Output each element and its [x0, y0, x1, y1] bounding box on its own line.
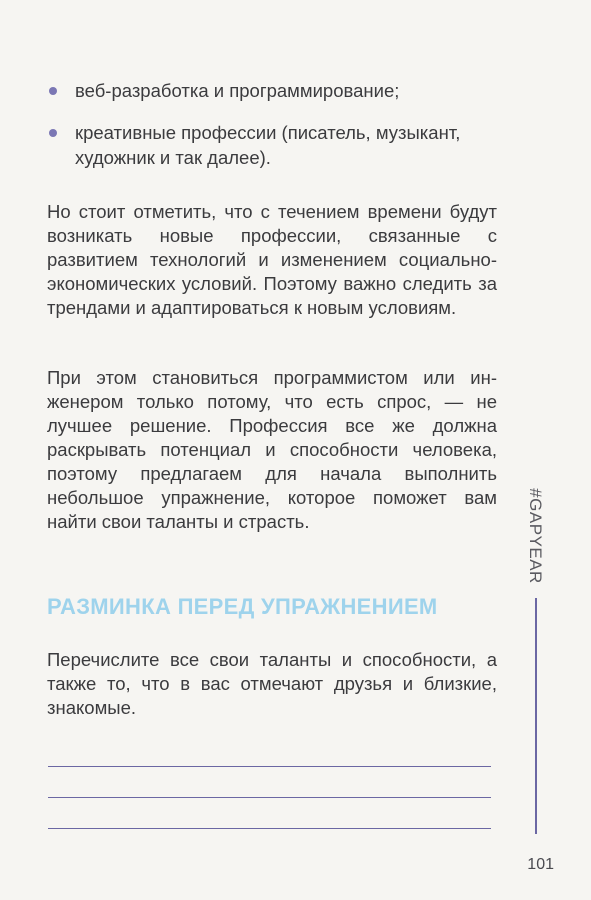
- exercise-instruction: Перечислите все свои таланты и способности, а также то, что в вас отмечают друзья и близкие, знакомые.: [47, 649, 497, 718]
- answer-line: [48, 797, 491, 798]
- list-item: [47, 78, 517, 103]
- answer-line: [48, 828, 491, 829]
- side-hashtag-text: #GAPYEAR: [526, 488, 545, 584]
- section-heading: РАЗМИНКА ПЕРЕД УПРАЖНЕНИЕМ: [47, 594, 438, 619]
- page-number: 101: [527, 856, 554, 873]
- bullet-list: [47, 78, 517, 187]
- answer-line: [48, 766, 491, 767]
- paragraph-choice: При этом становиться программистом или инженером только потому, что есть спрос, — не лучшее решение. Профессия все же должна раскрывать потенциал и способности человека, поэтому предлагаем для начала выполнить небольшое упражнение, которое поможет вам найти свои таланты и страсть.: [47, 367, 497, 532]
- list-item-text: веб-разработка и программирование;: [75, 80, 400, 101]
- side-divider: [535, 598, 537, 834]
- side-hashtag: [523, 486, 547, 586]
- bullet-dot-icon: [49, 87, 57, 95]
- list-item-text: креативные профессии (писатель, музыкант, художник и так далее).: [75, 122, 461, 168]
- bullet-dot-icon: [49, 129, 57, 137]
- list-item: [47, 120, 517, 170]
- paragraph-trends: Но стоит отметить, что с течением времени будут возникать новые профессии, связанные с развитием технологий и изменением социально-экономических условий. Поэтому важно следить за трендами и адаптироваться к новым условиям.: [47, 201, 497, 318]
